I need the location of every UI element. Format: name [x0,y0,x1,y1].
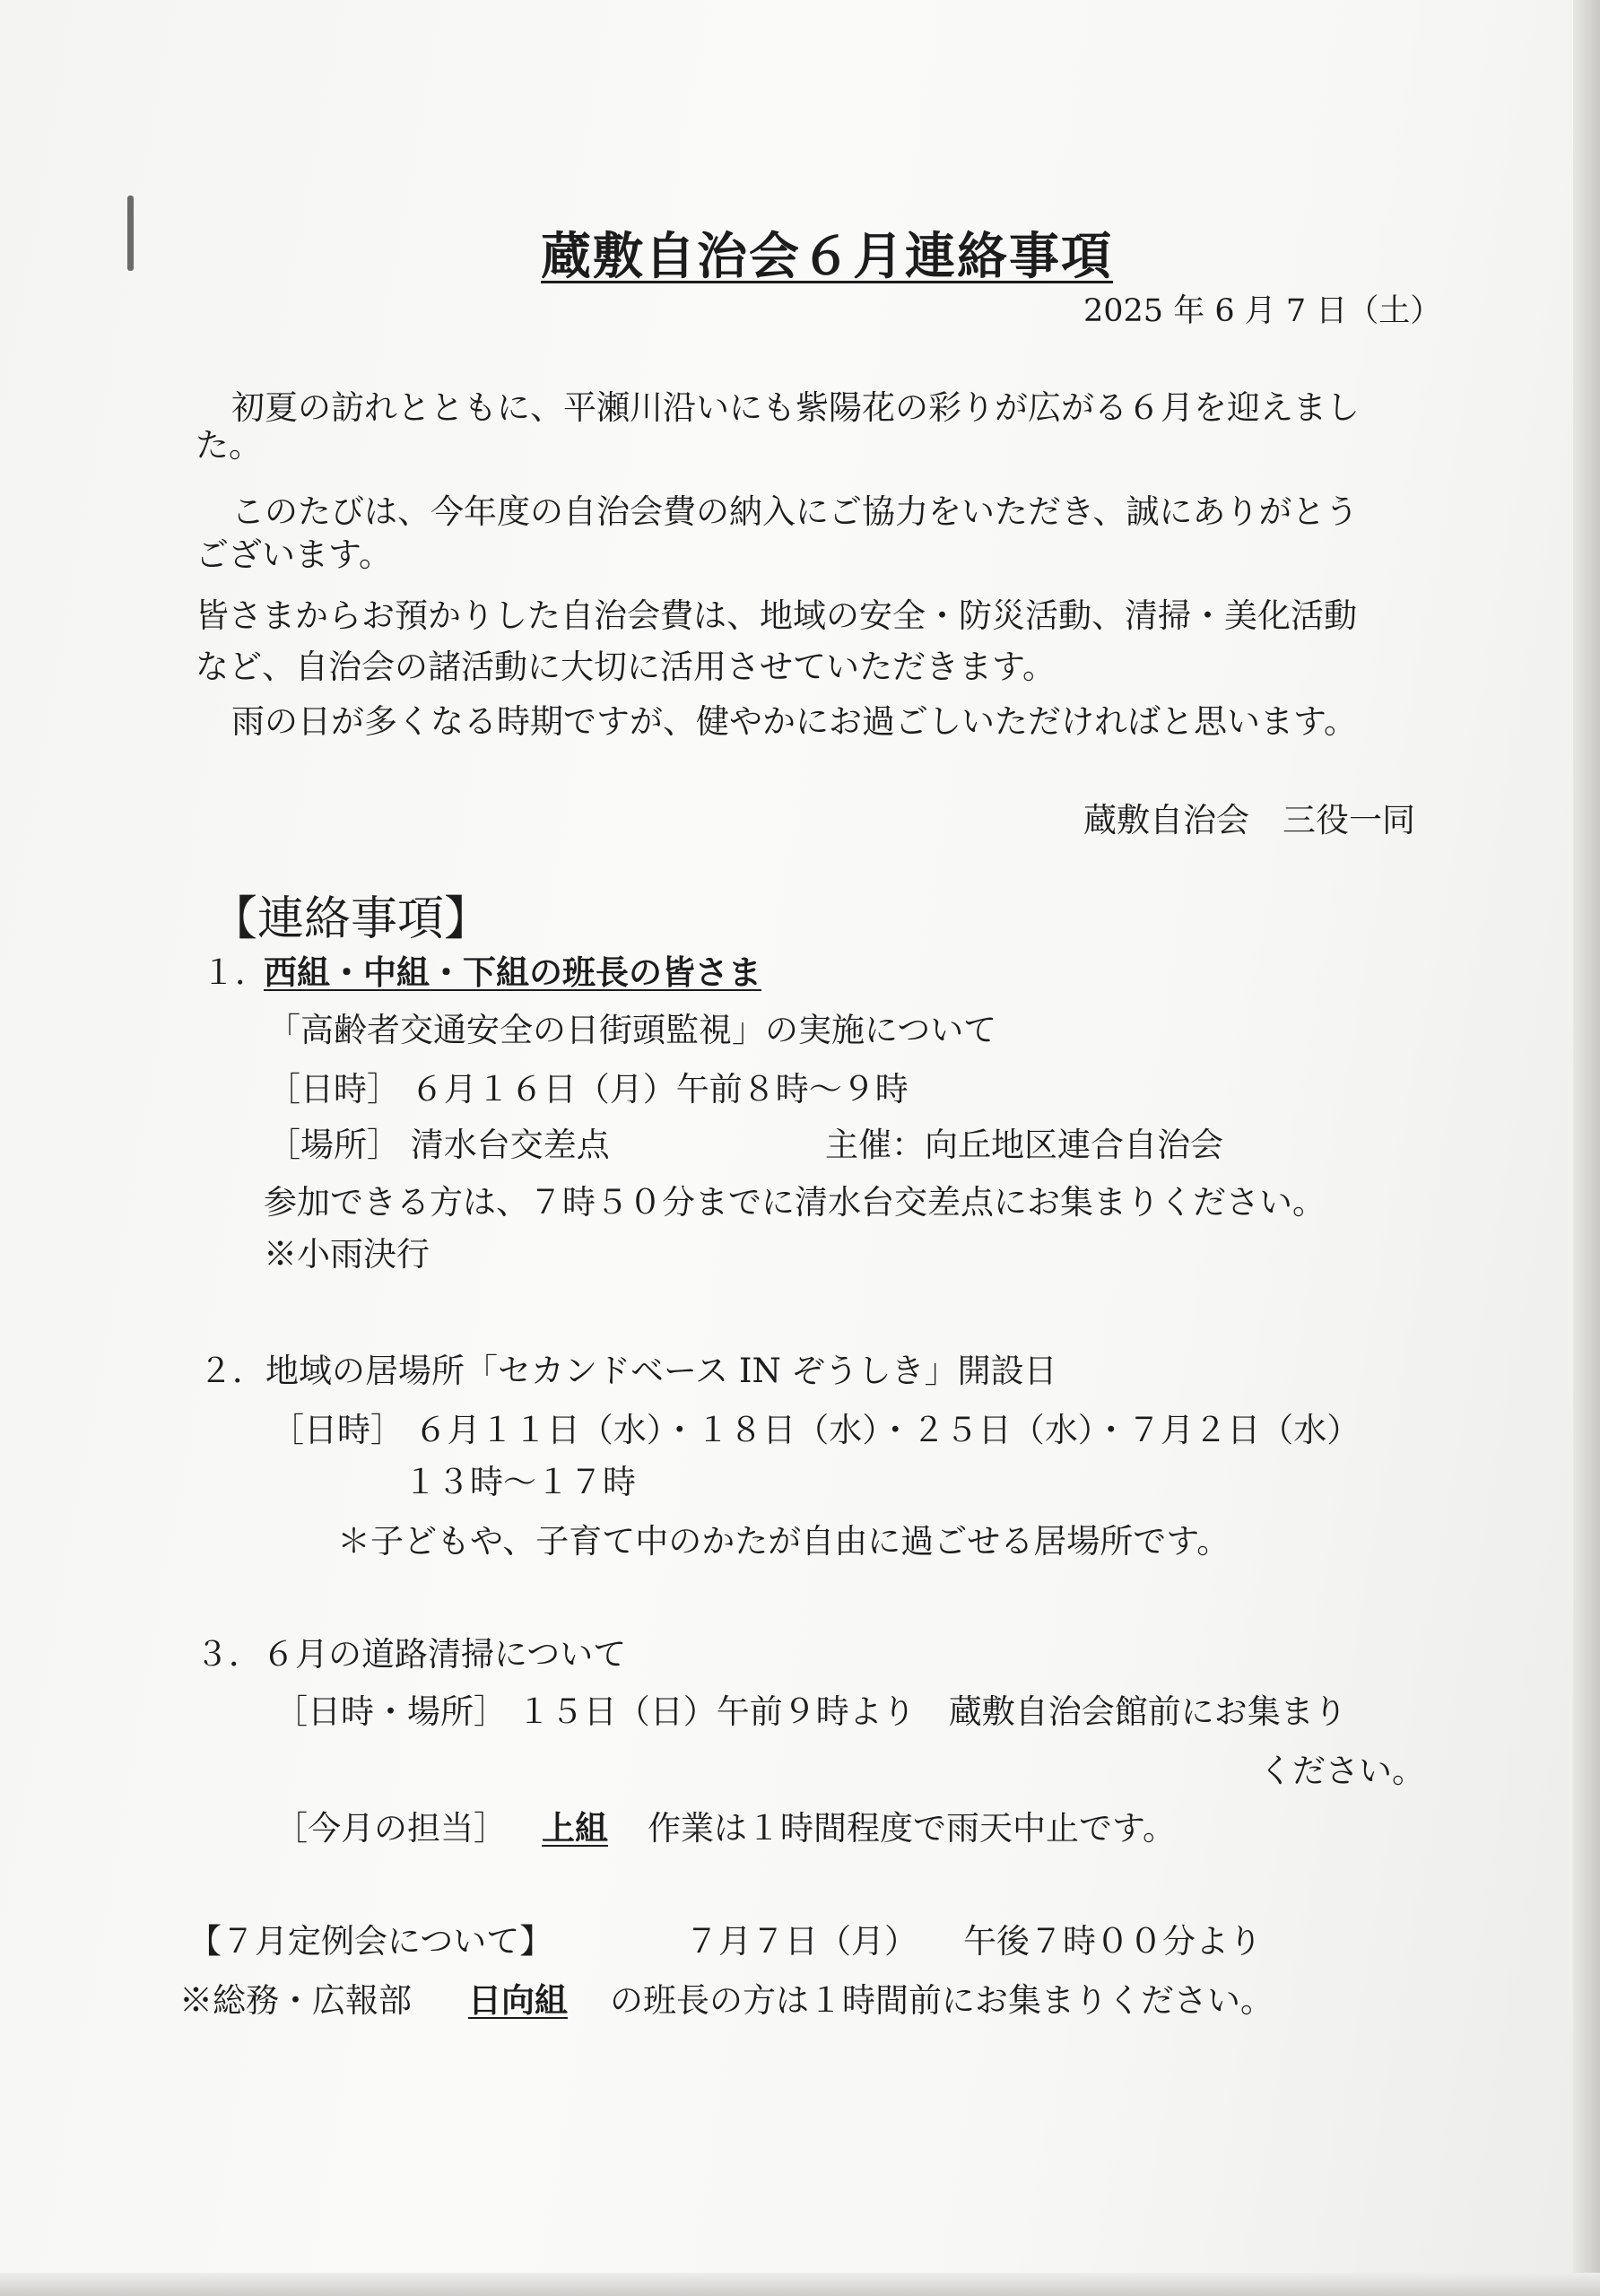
greeting-line-6: など、自治会の諸活動に大切に活用させていただきます。 [196,648,1057,686]
item3-datetime-place: ［日時・場所］ １５日（日）午前９時より 蔵敷自治会館前にお集まり [274,1692,1347,1731]
item3-duty-label: ［今月の担当］ [274,1809,507,1848]
item1-datetime: ［日時］ ６月１６日（月）午前８時～９時 [267,1070,909,1109]
item1-number: １． [202,953,268,992]
item1-heading: 西組・中組・下組の班長の皆さま [264,952,761,992]
notice-date: 2025 年 6 月 7 日（土） [1083,293,1442,329]
paper-edge-right [1573,0,1600,2296]
item2-heading: ２．地域の居場所「セカンドベース IN ぞうしき」開設日 [199,1352,1057,1390]
item1-organizer: 主催：向丘地区連合自治会 [825,1126,1223,1164]
item3-duty-group: 上組 [542,1808,608,1848]
july-note-group: 日向組 [468,1980,568,2020]
greeting-line-5: 皆さまからお預かりした自治会費は、地域の安全・防災活動、清掃・美化活動 [196,596,1357,635]
greeting-line-1: 初夏の訪れとともに、平瀬川沿いにも紫陽花の彩りが広がる６月を迎えまし [231,388,1360,427]
item3-heading: ３．６月の道路清掃について [196,1635,627,1674]
paper-edge-bottom [0,2273,1600,2296]
item2-note: ＊子どもや、子育て中のかたが自由に過ごせる居場所です。 [337,1522,1230,1561]
item2-dates: ［日時］ ６月１１日（水）・１８日（水）・２５日（水）・７月２日（水） [271,1411,1361,1449]
july-note-prefix: ※総務・広報部 [179,1981,412,2020]
notice-signature: 蔵敷自治会 三役一同 [1083,801,1415,839]
july-meeting-date: ７月７日（月） [685,1922,917,1961]
section-heading: 【連絡事項】 [211,892,491,946]
item2-time: １３時～１７時 [404,1463,636,1501]
item1-weather: ※小雨決行 [264,1235,430,1274]
item3-duty-note: 作業は１時間程度で雨天中止です。 [648,1809,1177,1848]
staple-mark [127,196,134,271]
july-meeting-label: 【７月定例会について】 [188,1922,553,1961]
item1-note: 参加できる方は、７時５０分までに清水台交差点にお集まりください。 [264,1183,1326,1222]
notice-title: 蔵敷自治会６月連絡事項 [541,227,1113,286]
greeting-line-7: 雨の日が多くなる時期ですが、健やかにお過ごしいただければと思います。 [231,702,1358,741]
greeting-line-3: このたびは、今年度の自治会費の納入にご協力をいただき、誠にありがとう [231,492,1359,531]
item1-subject: 「高齢者交通安全の日街頭監視」の実施について [267,1011,997,1049]
item3-datetime-place-cont: ください。 [1259,1752,1425,1790]
greeting-line-2: た。 [196,426,262,465]
item1-place: ［場所］ 清水台交差点 [267,1126,610,1164]
july-meeting-time: 午後７時００分より [963,1922,1262,1961]
greeting-line-4: ございます。 [196,535,393,574]
july-note-suffix: の班長の方は１時間前にお集まりください。 [610,1981,1274,2020]
